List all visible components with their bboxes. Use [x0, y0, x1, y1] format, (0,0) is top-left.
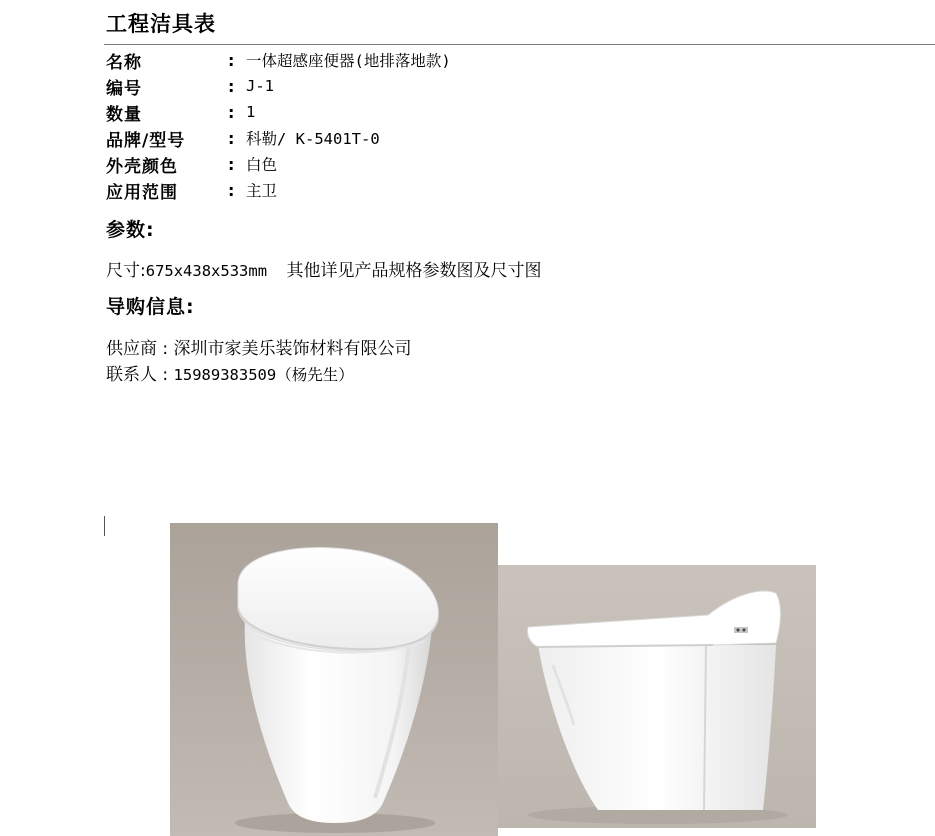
info-colon: :	[228, 180, 235, 200]
size-label: 尺寸:	[106, 261, 146, 281]
contact-line	[106, 360, 354, 385]
title-divider	[104, 44, 935, 45]
info-label: 外壳颜色	[106, 156, 178, 177]
toilet-photo-side	[498, 565, 816, 828]
info-row-name	[106, 47, 451, 73]
info-label: 应用范围	[106, 182, 178, 203]
toilet-photo-front	[170, 523, 498, 836]
contact-label: 联系人 :	[106, 365, 169, 385]
info-label: 编号	[106, 78, 142, 99]
document-title: 工程洁具表	[106, 12, 216, 36]
size-line	[106, 256, 541, 281]
info-label: 品牌/型号	[106, 130, 186, 151]
info-label: 名称	[106, 52, 142, 73]
info-value: 主卫	[246, 182, 278, 200]
params-heading: 参数:	[106, 219, 155, 241]
purchase-heading: 导购信息:	[106, 296, 195, 318]
info-colon: :	[228, 128, 235, 148]
text-cursor	[104, 516, 105, 536]
info-value: J-1	[246, 77, 274, 95]
info-value: 科勒/ K-5401T-0	[246, 130, 380, 148]
product-info-table	[106, 47, 451, 203]
info-colon: :	[228, 154, 235, 174]
info-value: 白色	[246, 156, 278, 174]
info-colon: :	[228, 50, 235, 70]
supplier-label: 供应商 :	[106, 339, 169, 359]
info-colon: :	[228, 76, 235, 96]
info-colon: :	[228, 102, 235, 122]
info-row-quantity	[106, 99, 451, 125]
contact-value: 15989383509（杨先生）	[173, 366, 354, 384]
info-value: 一体超感座便器(地排落地款)	[246, 52, 451, 70]
supplier-line	[106, 334, 412, 359]
info-row-color	[106, 151, 451, 177]
info-row-usage	[106, 177, 451, 203]
supplier-value: 深圳市家美乐装饰材料有限公司	[173, 339, 412, 359]
info-row-brand-model	[106, 125, 451, 151]
info-value: 1	[246, 103, 256, 121]
size-value: 675x438x533mm	[145, 262, 268, 280]
info-row-code	[106, 73, 451, 99]
size-note: 其他详见产品规格参数图及尺寸图	[286, 261, 542, 281]
info-label: 数量	[106, 104, 142, 125]
